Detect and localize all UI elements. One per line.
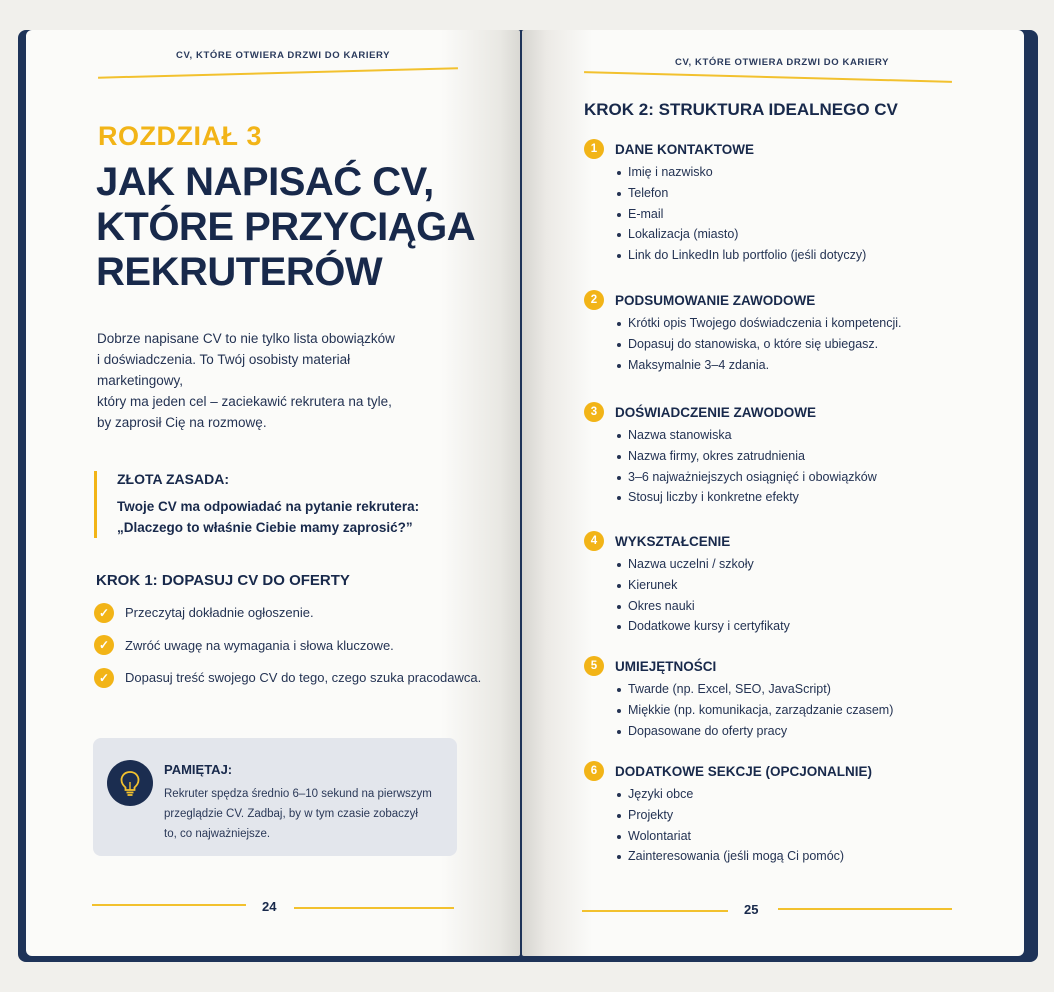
bullet-item: Dopasowane do oferty pracy <box>584 721 1004 742</box>
section-number-badge: 2 <box>584 290 604 310</box>
header-rule <box>98 67 458 78</box>
section-title: DANE KONTAKTOWE <box>615 141 754 157</box>
section-skills <box>584 656 1004 741</box>
page-number: 25 <box>744 902 759 917</box>
checklist-item <box>94 602 481 623</box>
checklist-item-text: Dopasuj treść swojego CV do tego, czego szuka pracodawca. <box>125 670 482 685</box>
running-header: CV, KTÓRE OTWIERA DRZWI DO KARIERY <box>675 57 890 68</box>
section-summary <box>584 290 1004 375</box>
bullet-item: Wolontariat <box>584 826 1004 847</box>
check-circle-icon: ✓ <box>94 603 114 623</box>
checklist-item-text: Zwróć uwagę na wymagania i słowa kluczowe. <box>125 637 394 653</box>
bullet-item: Lokalizacja (miasto) <box>584 224 1004 245</box>
note-line: przeglądzie CV. Zadbaj, by w tym czasie zobaczył <box>164 808 418 820</box>
bullet-item: Okres nauki <box>584 596 1004 617</box>
section-experience <box>584 402 1004 508</box>
footer-rule-right <box>294 907 454 909</box>
bullet-item: Twarde (np. Excel, SEO, JavaScript) <box>584 679 1004 700</box>
section-title: DOŚWIADCZENIE ZAWODOWE <box>615 404 816 420</box>
bullet-item: Projekty <box>584 805 1004 826</box>
section-bullet-list <box>584 162 1004 266</box>
bullet-item: Link do LinkedIn lub portfolio (jeśli dotyczy) <box>584 245 1004 266</box>
bullet-item: Krótki opis Twojego doświadczenia i kompetencji. <box>584 313 1004 334</box>
bullet-item: Imię i nazwisko <box>584 162 1004 183</box>
bullet-item: Nazwa stanowiska <box>584 425 1004 446</box>
section-number-badge: 5 <box>584 656 604 676</box>
chapter-title <box>96 160 475 295</box>
section-title: WYKSZTAŁCENIE <box>615 533 731 549</box>
bullet-item: Zainteresowania (jeśli mogą Ci pomóc) <box>584 846 1004 867</box>
left-page <box>26 30 520 956</box>
section-bullet-list <box>584 313 1004 375</box>
note-text <box>164 784 444 844</box>
bullet-item: E-mail <box>584 204 1004 225</box>
bullet-item: Maksymalnie 3–4 zdania. <box>584 355 1004 376</box>
bullet-item: Języki obce <box>584 784 1004 805</box>
section-bullet-list <box>584 554 1004 637</box>
remember-note <box>93 738 457 856</box>
note-title: PAMIĘTAJ: <box>164 762 233 777</box>
section-bullet-list <box>584 425 1004 508</box>
intro-line: który ma jeden cel – zaciekawić rekrutera na tyle, <box>97 394 392 409</box>
section-education <box>584 531 1004 637</box>
checklist-item-text: Przeczytaj dokładnie ogłoszenie. <box>125 605 314 620</box>
title-line: REKRUTERÓW <box>96 250 383 294</box>
lightbulb-icon <box>107 760 153 806</box>
step1-heading: KROK 1: DOPASUJ CV DO OFERTY <box>96 572 350 589</box>
bullet-item: Nazwa firmy, okres zatrudnienia <box>584 446 1004 467</box>
title-line: KTÓRE PRZYCIĄGA <box>96 205 476 249</box>
note-line: to, co najważniejsze. <box>164 828 271 840</box>
golden-rule-text <box>117 496 447 538</box>
section-number-badge: 1 <box>584 139 604 159</box>
footer-rule-right <box>778 908 952 910</box>
title-line: JAK NAPISAĆ CV, <box>96 160 434 204</box>
chapter-label: ROZDZIAŁ 3 <box>98 121 262 151</box>
rule-line: Twoje CV ma odpowiadać na pytanie rekrutera: <box>117 499 420 514</box>
intro-line: Dobrze napisane CV to nie tylko lista obowiązków <box>97 331 395 346</box>
checklist-item <box>94 667 481 688</box>
right-page <box>522 30 1024 956</box>
section-number-badge: 6 <box>584 761 604 781</box>
section-additional <box>584 761 1004 867</box>
step2-heading: KROK 2: STRUKTURA IDEALNEGO CV <box>584 100 898 119</box>
intro-line: i doświadczenia. To Twój osobisty materiał marketingowy, <box>97 352 351 388</box>
footer-rule-left <box>582 910 728 912</box>
footer-rule-left <box>92 904 246 906</box>
section-title: UMIEJĘTNOŚCI <box>615 658 717 674</box>
section-bullet-list <box>584 784 1004 867</box>
bullet-item: Stosuj liczby i konkretne efekty <box>584 487 1004 508</box>
bullet-item: 3–6 najważniejszych osiągnięć i obowiązków <box>584 467 1004 488</box>
check-circle-icon: ✓ <box>94 635 114 655</box>
header-rule <box>584 71 952 83</box>
rule-line: „Dlaczego to właśnie Ciebie mamy zaprosić?” <box>117 520 413 535</box>
section-bullet-list <box>584 679 1004 741</box>
intro-line: by zaprosił Cię na rozmowę. <box>97 415 267 430</box>
section-title: DODATKOWE SEKCJE (OPCJONALNIE) <box>615 763 873 779</box>
page-number: 24 <box>262 899 277 914</box>
section-number-badge: 4 <box>584 531 604 551</box>
check-circle-icon: ✓ <box>94 668 114 688</box>
bullet-item: Telefon <box>584 183 1004 204</box>
golden-rule-title: ZŁOTA ZASADA: <box>117 471 229 487</box>
intro-paragraph <box>97 328 397 433</box>
checklist-item <box>94 635 481 656</box>
section-number-badge: 3 <box>584 402 604 422</box>
step1-checklist <box>94 602 481 700</box>
bullet-item: Miękkie (np. komunikacja, zarządzanie czasem) <box>584 700 1004 721</box>
section-title: PODSUMOWANIE ZAWODOWE <box>615 292 816 308</box>
note-line: Rekruter spędza średnio 6–10 sekund na pierwszym <box>164 788 432 800</box>
bullet-item: Nazwa uczelni / szkoły <box>584 554 1004 575</box>
bullet-item: Dodatkowe kursy i certyfikaty <box>584 616 1004 637</box>
golden-rule-callout <box>94 471 447 538</box>
bullet-item: Kierunek <box>584 575 1004 596</box>
section-contact <box>584 139 1004 266</box>
bullet-item: Dopasuj do stanowiska, o które się ubiegasz. <box>584 334 1004 355</box>
running-header: CV, KTÓRE OTWIERA DRZWI DO KARIERY <box>176 50 391 61</box>
